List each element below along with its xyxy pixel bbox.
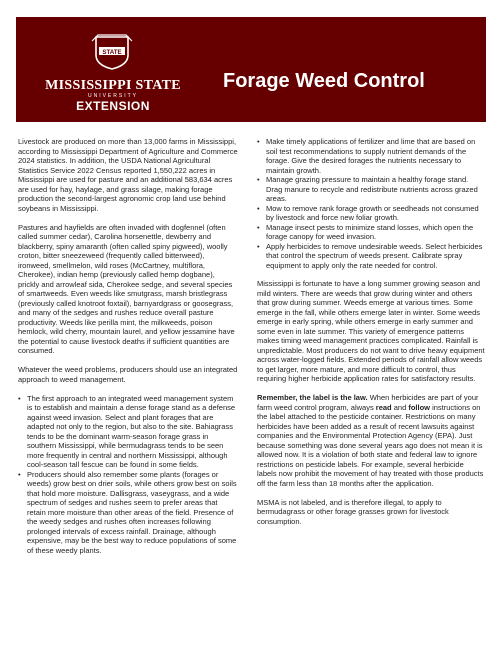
left-bullet-list xyxy=(18,394,238,556)
list-item: • Manage insect pests to minimize stand losses, which open the forage canopy for weed invasion. xyxy=(257,222,474,241)
label-law-heading: Remember, the label is the law. xyxy=(257,393,368,402)
season-paragraph: Mississippi is fortunate to have a long summer growing season and mild winters. There are weeds that grow during winter and others that grow during summer. Weeds emerge at various times. Some emerge in the fall, while others emerge later in winter. Some weeds emerge in early spring, while others emerge in early summer and some even in late summer. This variety of emergence patterns makes timing weed management practices complicated. Rainfall is unpredictable. Most producers do not want to drive heavy equipment across water-logged fields. Extended periods of rainfall allow weeds to get larger, more mature, and more difficult to control, thus requiring higher herbicide application rates for satisfactory results. xyxy=(257,279,485,383)
msu-shield-icon xyxy=(90,33,134,71)
bullet-icon: • xyxy=(18,393,21,403)
bullet-icon: • xyxy=(18,469,21,479)
bullet-icon: • xyxy=(257,137,260,146)
right-column xyxy=(257,137,485,536)
approach-paragraph: Whatever the weed problems, producers should use an integrated approach to weed management. xyxy=(18,365,238,384)
shield-word: STATE xyxy=(102,48,122,56)
bullet-icon: • xyxy=(257,241,260,251)
list-item: • The first approach to an integrated weed management system is to establish and maintain a dense forage stand as a defense against weed invasion. Select and plant forages that are adapted not only to the region, but also to the site. Bahiagrass tends to be the dominant warm-season forage grass in southern Mississippi, while bermudagrass tends to be seen more frequently in central and northern Mississippi, although cool-season tall fescue can be found in some fields. xyxy=(18,393,236,469)
intro-paragraph: Livestock are produced on more than 13,000 farms in Mississippi, according to Mississippi Department of Agriculture and Commerce 2024 statistics. In addition, the USDA National Agricultural Statistics Service 2022 Census reported 1,550,222 acres in Mississippi are used for pasture and an additional 583,634 acres are used for hay, haylage, and grass silage, making forage production the second-largest agronomic crop land use behind soybeans in Mississippi. xyxy=(18,137,238,213)
page-title: Forage Weed Control xyxy=(223,70,425,92)
msu-extension-logo xyxy=(38,31,188,111)
msma-paragraph: MSMA is not labeled, and is therefore illegal, to apply to bermudagrass or other forage grasses grown for livestock consumption. xyxy=(257,497,449,526)
right-bullet-list xyxy=(257,137,485,270)
bullet-icon: • xyxy=(257,175,260,184)
list-item: • Producers should also remember some plants (forages or weeds) grow best on drier soils, while others grow best on soils that hold more moisture. Dallisgrass, vaseygrass, and a wide spectrum of sedges and rushes seem to prefer areas that retain more moisture than other areas of the field. Presence of the weedy sedges and rushes often increases following prolonged intervals of excess rainfall. Drainage, although expensive, may be the best way to reduce populations of some of these weedy plants. xyxy=(18,469,237,555)
extension-label: EXTENSION xyxy=(76,99,150,113)
weeds-paragraph: Pastures and hayfields are often invaded with dogfennel (often called summer cedar), Carolina horsenettle, dewberry and blackberry, spiny amaranth (often called spiny pigweed), woolly croton, bitter sneezeweed (frequently called bitterweed), ironweed, smellmelon, wild roses (McCartney, multiflora, Cherokee), indian hemp (previously called hemp dogbane), prickly and arrowleaf sida, Cherokee sedge, and several species of smartweeds. Even weeds like smutgrass, marsh bristlegrass (previously called knotroot foxtail), barnyardgrass or goosegrass, and many of the sedges and rushes reduce overall pasture productivity. Weeds like perilla mint, the milkweeds, poison hemlock, wild cherry, mountain laurel, and yellow jessamine have the potential to cause livestock deaths if sufficient quantities are consumed. xyxy=(18,222,235,355)
label-law-paragraph: Remember, the label is the law. When herbicides are part of your farm weed control program, always read and follow instructions on the label attached to the pesticide container. Restrictions on many herbicides have been added as a result of recent lawsuits against companies and the Environmental Protection Agency (EPA). Just because something was done several years ago does not mean it is allowed now. It is a violation of both state and federal law to ignore restrictions on pesticide labels. For example, several herbicide labels now prohibit the movement of hay treated with those products off the farm less than 18 months after the application. xyxy=(257,393,484,488)
list-item: • Manage grazing pressure to maintain a healthy forage stand. Drag manure to recycle and redistribute nutrients across grazed areas. xyxy=(257,175,478,203)
header-banner xyxy=(16,17,486,122)
bullet-icon: • xyxy=(257,203,260,213)
university-subtitle: UNIVERSITY xyxy=(87,93,138,99)
bullet-icon: • xyxy=(257,222,260,232)
list-item: • Apply herbicides to remove undesirable weeds. Select herbicides that control the spectrum of weeds present. Calibrate spray equipment to apply only the rate needed for control. xyxy=(257,241,483,270)
list-item: • Make timely applications of fertilizer and lime that are based on soil test recommendations to supply nutrient demands of the forage. Give the desired forages the nutrients necessary to maintain growth. xyxy=(257,137,476,175)
list-item: • Mow to remove rank forage growth or seedheads not consumed by livestock and force new foliar growth. xyxy=(257,203,479,222)
university-name: MISSISSIPPI STATE xyxy=(45,78,181,93)
left-column xyxy=(18,137,238,564)
